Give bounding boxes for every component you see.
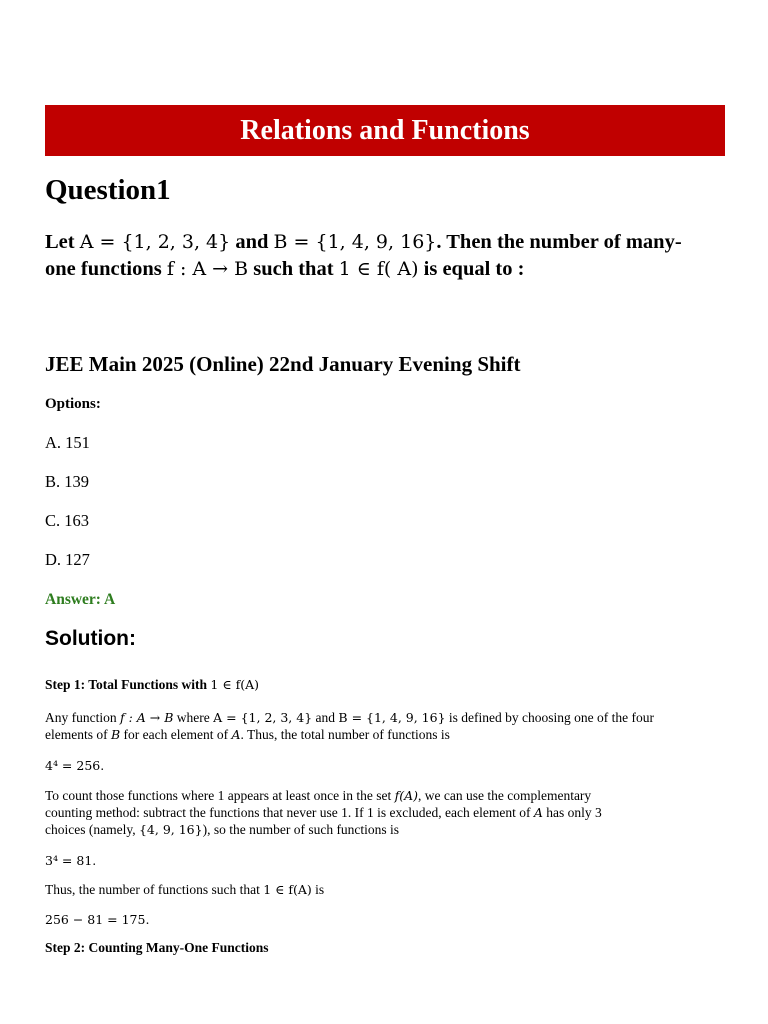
- para-text: ), so the number of such functions is: [202, 822, 400, 837]
- step1-heading-text: Step 1: Total Functions with: [45, 677, 211, 692]
- question-math-set-a: A = {1, 2, 3, 4}: [79, 231, 231, 253]
- step2-heading: Step 2: Counting Many-One Functions: [45, 940, 269, 955]
- option-c: C. 163: [45, 511, 90, 530]
- para-math: f : A → B: [120, 710, 174, 725]
- para-text: , we can use the complementary: [418, 788, 592, 803]
- para-text: is: [311, 882, 325, 897]
- para-text: Thus, the number of functions such that: [45, 882, 264, 897]
- option-a: A. 151: [45, 433, 90, 452]
- question-math-function: f : A → B: [166, 258, 249, 280]
- para-math: B: [110, 727, 121, 742]
- question-text: [45, 229, 730, 283]
- equation-1: 4⁴ = 256.: [45, 758, 105, 773]
- para-text: counting method: subtract the functions that never use 1. If 1 is excluded, each element of: [45, 805, 534, 820]
- equation-2: 3⁴ = 81.: [45, 853, 97, 868]
- para-math: A = {1, 2, 3, 4}: [213, 710, 313, 725]
- equation-3: 256 − 81 = 175.: [45, 912, 150, 927]
- topic-title: Relations and Functions: [240, 114, 530, 146]
- question-number: Question1: [45, 174, 171, 206]
- step1-paragraph-1: [45, 709, 730, 743]
- para-text: elements of: [45, 727, 111, 742]
- options-label: Options:: [45, 396, 101, 412]
- para-text: choices (namely,: [45, 822, 139, 837]
- question-text-part: . Then the number of many-: [436, 231, 682, 253]
- para-text: Any function: [45, 710, 120, 725]
- question-source: JEE Main 2025 (Online) 22nd January Evening Shift: [45, 352, 521, 376]
- para-math: B = {1, 4, 9, 16}: [338, 710, 446, 725]
- para-text: To count those functions where 1 appears at least once in the set: [45, 788, 395, 803]
- option-b: B. 139: [45, 472, 90, 491]
- step1-heading-math: 1 ∈ f(A): [210, 677, 259, 692]
- para-math: {4, 9, 16}: [138, 822, 203, 837]
- topic-banner: [45, 105, 725, 156]
- para-math: A: [533, 805, 543, 820]
- option-d: D. 127: [45, 550, 90, 569]
- para-text: for each element of: [120, 727, 232, 742]
- answer-label: Answer: A: [45, 591, 116, 608]
- para-text: and: [312, 710, 339, 725]
- question-math-set-b: B = {1, 4, 9, 16}: [273, 231, 437, 253]
- para-math: f(A): [394, 788, 418, 803]
- para-math: 1 ∈ f(A): [263, 882, 312, 897]
- para-text: . Thus, the total number of functions is: [240, 727, 450, 742]
- question-text-part: Let: [45, 231, 80, 253]
- question-text-part: one functions: [45, 258, 167, 280]
- para-text: is defined by choosing one of the four: [445, 710, 654, 725]
- step1-paragraph-2: [45, 787, 730, 838]
- step1-heading: [45, 677, 259, 693]
- para-text: has only 3: [542, 805, 602, 820]
- solution-title: Solution:: [45, 627, 136, 650]
- question-text-part: such that: [248, 258, 339, 280]
- question-text-part: is equal to :: [418, 258, 525, 280]
- question-text-part: and: [230, 231, 274, 253]
- para-text: where: [173, 710, 214, 725]
- step1-paragraph-3: [45, 881, 730, 898]
- para-math: A: [231, 727, 241, 742]
- question-math-condition: 1 ∈ f( A): [338, 258, 419, 280]
